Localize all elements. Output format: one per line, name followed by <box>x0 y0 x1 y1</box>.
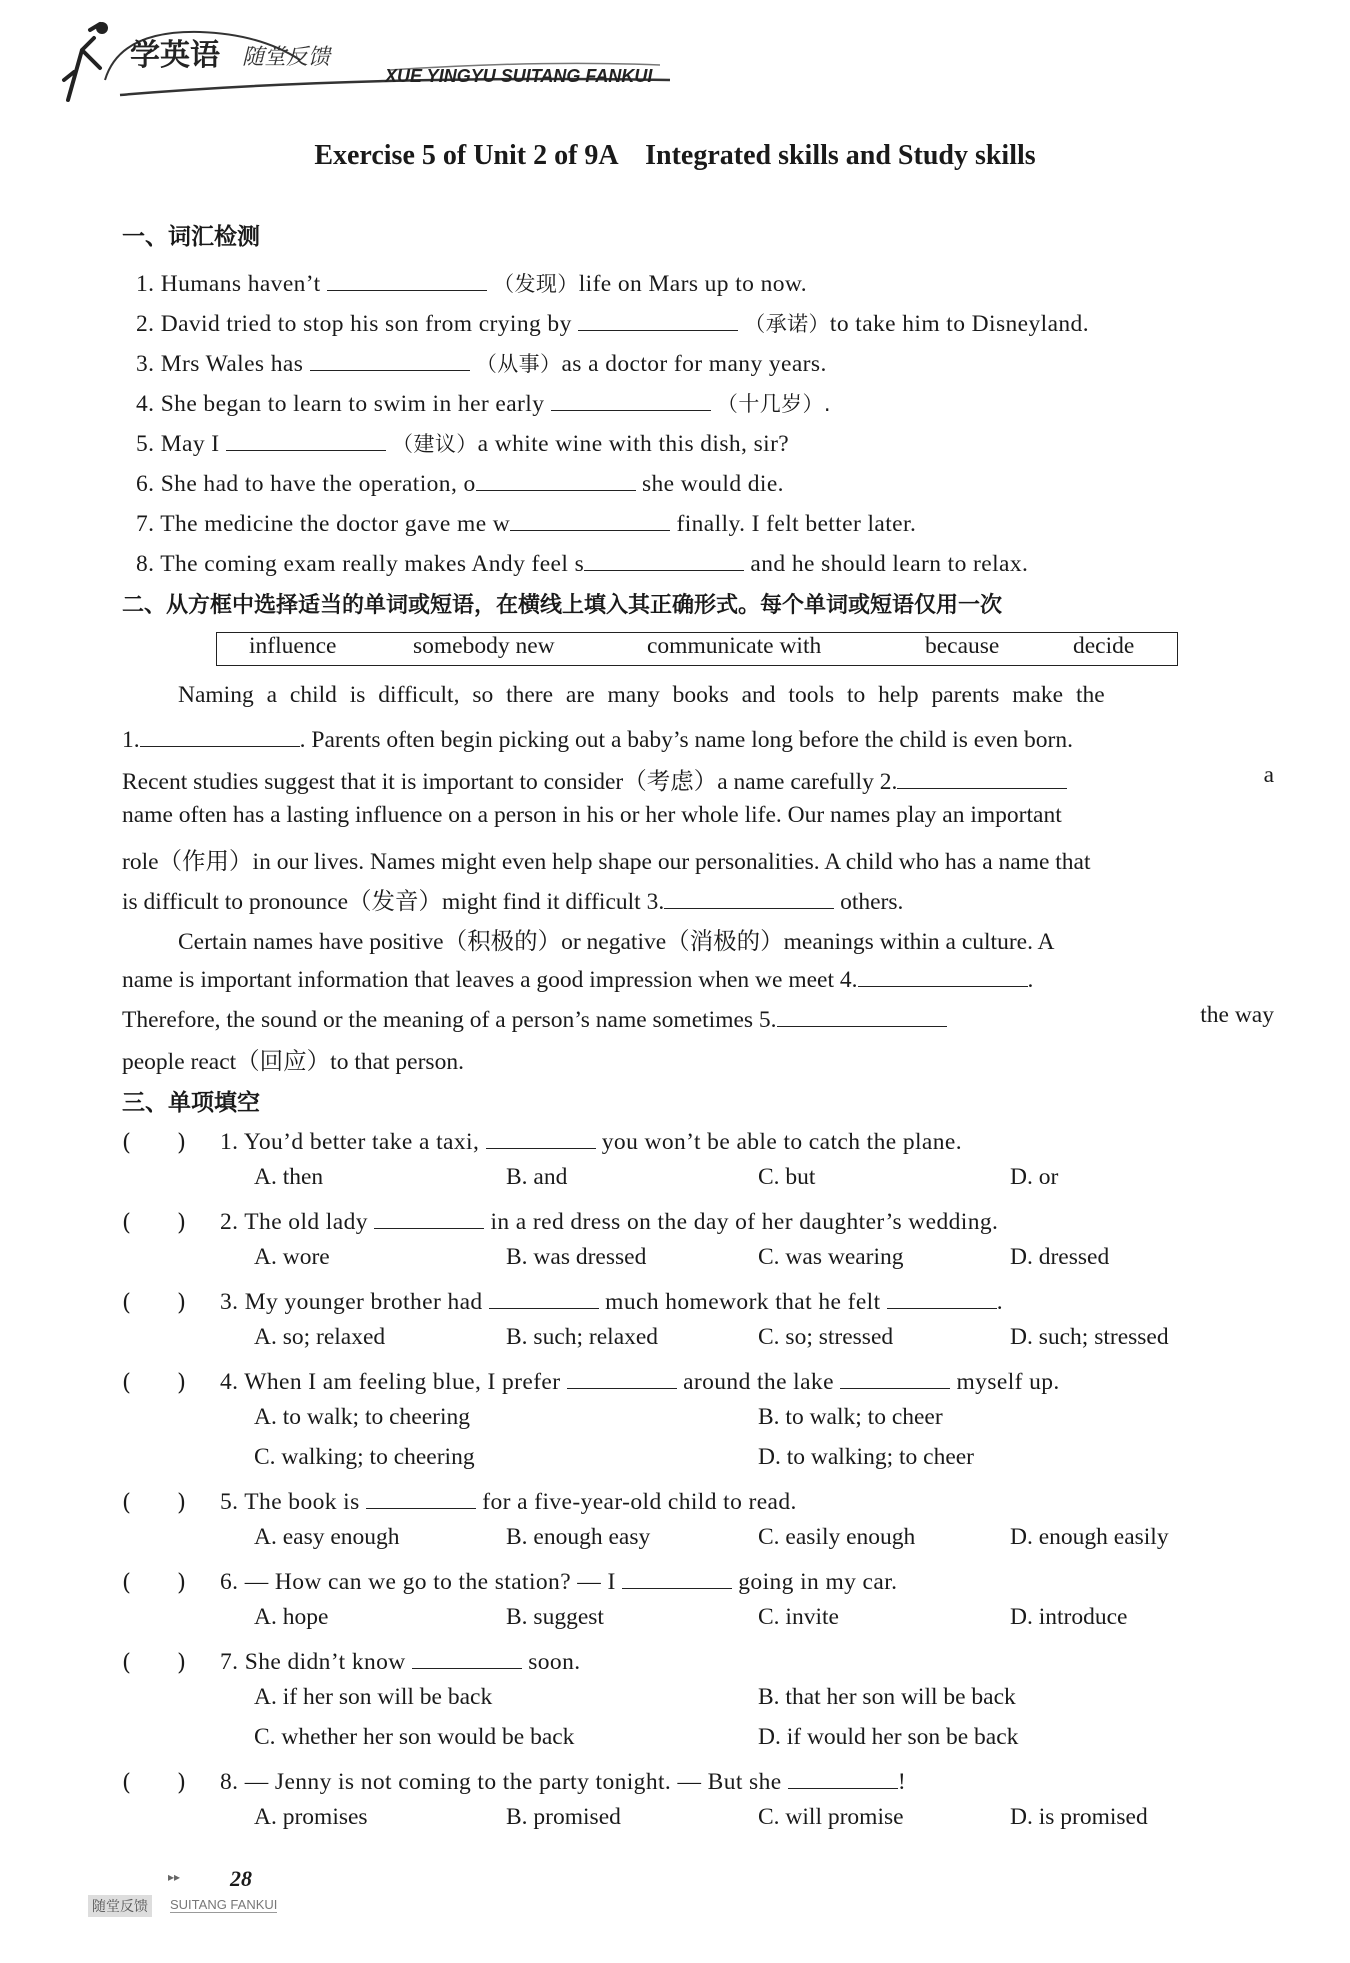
question-2: 2. The old lady in a red dress on the day of her daughter’s wedding. <box>220 1204 998 1236</box>
option-d[interactable]: D. if would her son be back <box>758 1724 1019 1750</box>
brand-subtitle-cn: 随堂反馈 <box>242 45 331 70</box>
vocab-item-3: 3. Mrs Wales has （从事）as a doctor for many years. <box>136 346 827 378</box>
option-b[interactable]: B. was dressed <box>506 1244 647 1270</box>
answer-blank[interactable] <box>840 1364 950 1389</box>
question-4: 4. When I am feeling blue, I prefer around the lake myself up. <box>220 1364 1060 1396</box>
option-a[interactable]: A. hope <box>254 1604 329 1630</box>
vocab-item-7: 7. The medicine the doctor gave me w finally. I felt better later. <box>136 506 916 538</box>
vocab-item-1: 1. Humans haven’t （发现）life on Mars up to now. <box>136 266 807 298</box>
option-d[interactable]: D. such; stressed <box>1010 1324 1169 1350</box>
option-d[interactable]: D. or <box>1010 1164 1059 1190</box>
option-d[interactable]: D. is promised <box>1010 1804 1148 1830</box>
answer-paren[interactable]: ( ) <box>122 1570 186 1596</box>
passage-line: Certain names have positive（积极的）or negative（消极的）meanings within a culture. A <box>178 929 1055 955</box>
answer-blank[interactable] <box>486 1124 596 1149</box>
question-7: 7. She didn’t know soon. <box>220 1644 581 1676</box>
option-c[interactable]: C. but <box>758 1164 816 1190</box>
answer-blank[interactable] <box>489 1284 599 1309</box>
passage-line: role（作用）in our lives. Names might even help shape our personalities. A child who has a name that <box>122 849 1091 875</box>
page-title: Exercise 5 of Unit 2 of 9A Integrated skills and Study skills <box>314 140 1036 171</box>
answer-blank[interactable] <box>858 962 1028 987</box>
question-1: 1. You’d better take a taxi, you won’t be able to catch the plane. <box>220 1124 962 1156</box>
answer-paren[interactable]: ( ) <box>122 1650 186 1676</box>
footer-label-cn: 随堂反馈 <box>88 1895 152 1917</box>
answer-blank[interactable] <box>664 884 834 909</box>
answer-paren[interactable]: ( ) <box>122 1130 186 1156</box>
option-a[interactable]: A. to walk; to cheering <box>254 1404 471 1430</box>
answer-paren[interactable]: ( ) <box>122 1490 186 1516</box>
section-1-heading: 一、词汇检测 <box>122 224 260 250</box>
option-c[interactable]: C. whether her son would be back <box>254 1724 575 1750</box>
passage-line: Recent studies suggest that it is important to consider（考虑）a name carefully 2. a <box>122 762 1274 795</box>
option-b[interactable]: B. promised <box>506 1804 621 1830</box>
option-d[interactable]: D. to walking; to cheer <box>758 1444 975 1470</box>
word-bank-item: influence <box>249 633 337 659</box>
answer-blank[interactable] <box>374 1204 484 1229</box>
question-3: 3. My younger brother had much homework that he felt . <box>220 1284 1003 1316</box>
option-c[interactable]: C. will promise <box>758 1804 904 1830</box>
section-3-heading: 三、单项填空 <box>122 1090 260 1116</box>
answer-blank[interactable] <box>788 1764 898 1789</box>
option-b[interactable]: B. to walk; to cheer <box>758 1404 943 1430</box>
answer-blank[interactable] <box>551 386 711 411</box>
answer-blank[interactable] <box>887 1284 997 1309</box>
answer-blank[interactable] <box>567 1364 677 1389</box>
passage-line: Naming a child is difficult, so there are many books and tools to help parents make the <box>178 682 1105 708</box>
option-a[interactable]: A. promises <box>254 1804 368 1830</box>
vocab-item-8: 8. The coming exam really makes Andy feel s and he should learn to relax. <box>136 546 1028 578</box>
brand-title-en: XUE YINGYU SUITANG FANKUI <box>385 66 653 86</box>
word-bank-item: decide <box>1073 633 1135 659</box>
answer-blank[interactable] <box>327 266 487 291</box>
section-2-heading: 二、从方框中选择适当的单词或短语，在横线上填入其正确形式。每个单词或短语仅用一次 <box>122 593 1003 618</box>
question-8: 8. — Jenny is not coming to the party tonight. — But she ! <box>220 1764 906 1796</box>
page-number: 28 <box>230 1866 252 1891</box>
passage-line: is difficult to pronounce（发音）might find it difficult 3. others. <box>122 882 1274 916</box>
question-6: 6. — How can we go to the station? — I going in my car. <box>220 1564 897 1596</box>
option-d[interactable]: D. enough easily <box>1010 1524 1169 1550</box>
answer-blank[interactable] <box>476 466 636 491</box>
vocab-item-5: 5. May I （建议）a white wine with this dish, sir? <box>136 426 789 458</box>
answer-blank[interactable] <box>226 426 386 451</box>
page-header <box>60 20 680 110</box>
option-a[interactable]: A. easy enough <box>254 1524 400 1550</box>
question-5: 5. The book is for a five-year-old child to read. <box>220 1484 797 1516</box>
answer-blank[interactable] <box>622 1564 732 1589</box>
passage-line: people react（回应）to that person. <box>122 1049 464 1075</box>
footer-label-en: SUITANG FANKUI <box>170 1897 278 1912</box>
word-bank-item: because <box>925 633 1000 659</box>
option-b[interactable]: B. that her son will be back <box>758 1684 1016 1710</box>
option-c[interactable]: C. was wearing <box>758 1244 904 1270</box>
answer-blank[interactable] <box>140 722 300 747</box>
answer-blank[interactable] <box>510 506 670 531</box>
option-b[interactable]: B. such; relaxed <box>506 1324 659 1350</box>
passage-line: 1. . Parents often begin picking out a baby’s name long before the child is even born. <box>122 722 1274 754</box>
word-bank-box <box>216 632 1178 666</box>
option-c[interactable]: C. easily enough <box>758 1524 916 1550</box>
option-d[interactable]: D. dressed <box>1010 1244 1110 1270</box>
option-c[interactable]: C. invite <box>758 1604 839 1630</box>
option-a[interactable]: A. so; relaxed <box>254 1324 386 1350</box>
answer-blank[interactable] <box>777 1002 947 1027</box>
answer-paren[interactable]: ( ) <box>122 1290 186 1316</box>
footer-arrows-icon: ▸▸ <box>168 1870 181 1884</box>
answer-blank[interactable] <box>412 1644 522 1669</box>
option-a[interactable]: A. then <box>254 1164 324 1190</box>
answer-blank[interactable] <box>366 1484 476 1509</box>
word-bank-item: communicate with <box>647 633 822 659</box>
option-d[interactable]: D. introduce <box>1010 1604 1128 1630</box>
option-b[interactable]: B. and <box>506 1164 568 1190</box>
passage-line: name often has a lasting influence on a person in his or her whole life. Our names play an important <box>122 802 1062 828</box>
answer-blank[interactable] <box>584 546 744 571</box>
option-b[interactable]: B. enough easy <box>506 1524 651 1550</box>
passage-line: name is important information that leaves a good impression when we meet 4. . <box>122 962 1274 994</box>
option-b[interactable]: B. suggest <box>506 1604 604 1630</box>
option-a[interactable]: A. if her son will be back <box>254 1684 493 1710</box>
option-c[interactable]: C. so; stressed <box>758 1324 894 1350</box>
vocab-item-4: 4. She began to learn to swim in her early （十几岁）. <box>136 386 831 418</box>
vocab-item-2: 2. David tried to stop his son from crying by （承诺）to take him to Disneyland. <box>136 306 1089 338</box>
word-bank-item: somebody new <box>413 633 555 659</box>
answer-blank[interactable] <box>310 346 470 371</box>
vocab-item-6: 6. She had to have the operation, o she would die. <box>136 466 784 498</box>
passage-line: Therefore, the sound or the meaning of a person’s name sometimes 5. the way <box>122 1002 1274 1033</box>
brand-title-cn: 学英语 <box>130 38 220 73</box>
answer-paren[interactable]: ( ) <box>122 1210 186 1236</box>
answer-blank[interactable] <box>578 306 738 331</box>
answer-paren[interactable]: ( ) <box>122 1770 186 1796</box>
option-a[interactable]: A. wore <box>254 1244 330 1270</box>
option-c[interactable]: C. walking; to cheering <box>254 1444 475 1470</box>
answer-paren[interactable]: ( ) <box>122 1370 186 1396</box>
answer-blank[interactable] <box>897 764 1067 789</box>
